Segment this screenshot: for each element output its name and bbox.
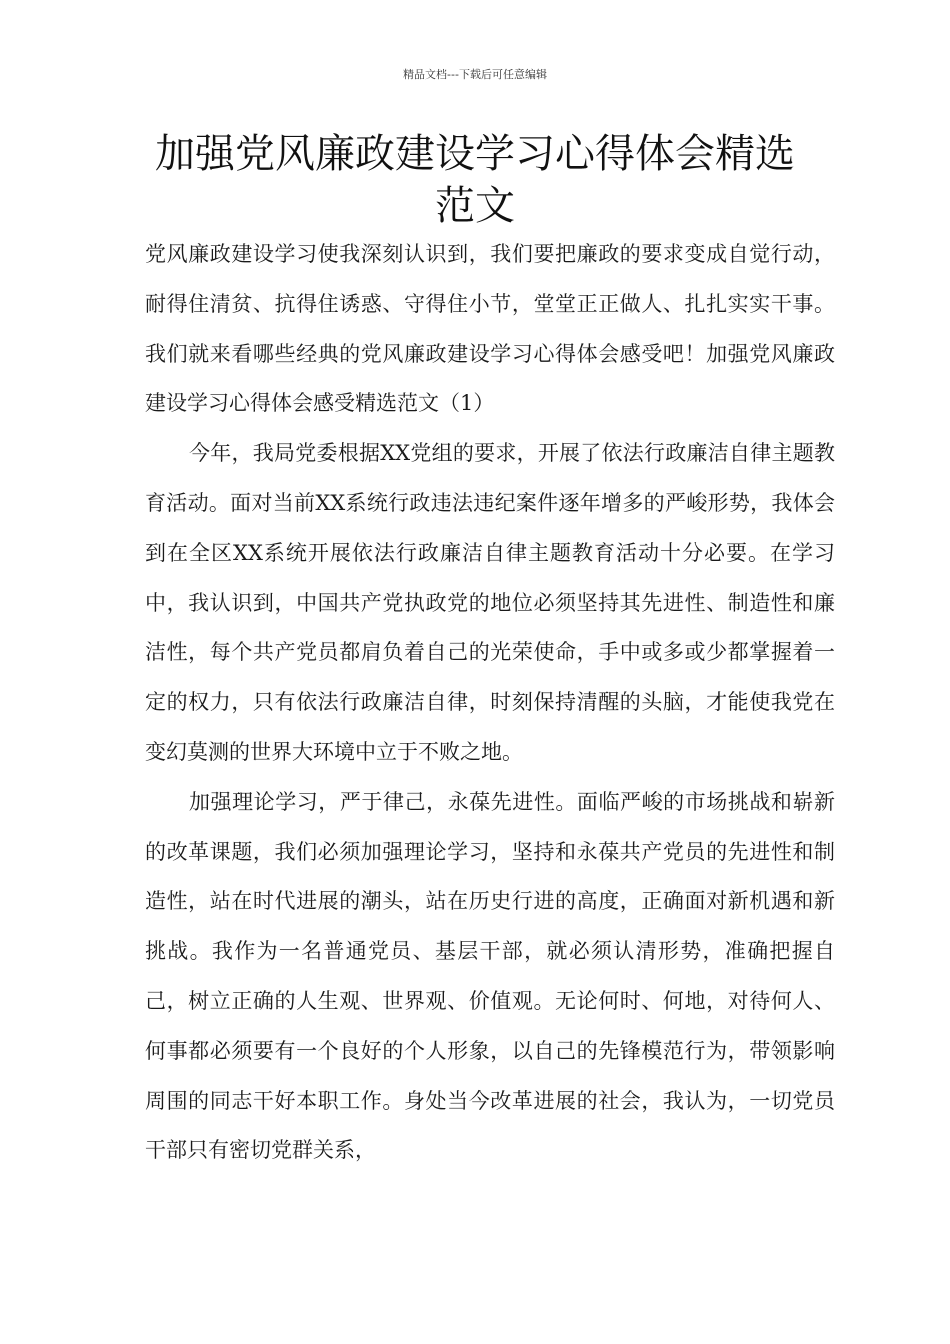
paragraph-3: 加强理论学习，严于律己，永葆先进性。面临严峻的市场挑战和崭新的改革课题，我们必须加强理论学习，坚持和永葆共产党员的先进性和制造性，站在时代进展的潮头，站在历史行进的高度，正确面对新机遇和新挑战。我作为一名普通党员、基层干部，就必须认清形势，准确把握自己，树立正确的人生观、世界观、价值观。无论何时、何地，对待何人、何事都必须要有一个良好的个人形象，以自己的先锋模范行为，带领影响周围的同志干好本职工作。身处当今改革进展的社会，我认为，一切党员干部只有密切党群关系， [145,789,835,1163]
header-note: 精品文档---下载后可任意编辑 [403,68,547,81]
paragraph-intro: 党风廉政建设学习使我深刻认识到，我们要把廉政的要求变成自觉行动，耐得住清贫、抗得住诱惑、守得住小节，堂堂正正做人、扎扎实实干事。我们就来看哪些经典的党风廉政建设学习心得体会感受吧！加强党风廉政建设学习心得体会感受精选范文（1） [145,242,835,416]
paragraph-2: 今年，我局党委根据XX党组的要求，开展了依法行政廉洁自律主题教育活动。面对当前XX系统行政违法违纪案件逐年增多的严峻形势，我体会到在全区XX系统开展依法行政廉洁自律主题教育活动十分必要。在学习中，我认识到，中国共产党执政党的地位必须坚持其先进性、制造性和廉洁性，每个共产党员都肩负着自己的光荣使命，手中或多或少都掌握着一定的权力，只有依法行政廉洁自律，时刻保持清醒的头脑，才能使我党在变幻莫测的世界大环境中立于不败之地。 [145,441,835,764]
document-title: 加强党风廉政建设学习心得体会精选范文 [155,131,795,229]
document-body [145,230,835,1176]
